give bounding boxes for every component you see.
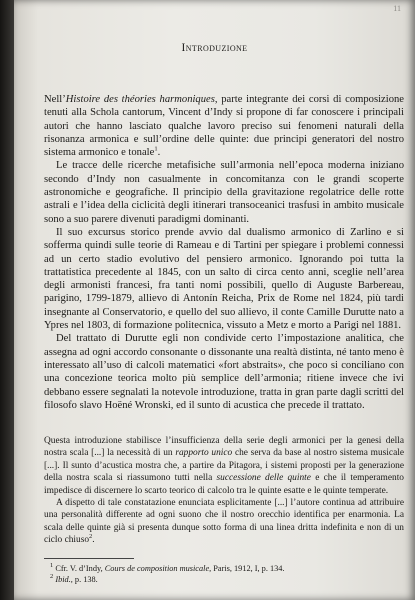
quote-paragraph-2	[44, 497, 404, 547]
footnote-number: 2	[50, 573, 54, 581]
quote-end: .	[92, 535, 95, 546]
quote-text-b: che serva da base al nostro sistema musicale [...]. Il sunto d’acustica mostra che, a partire da Pitagora, i sistemi proposti per la generazione della nostra scala si riassumono tutti nella	[44, 448, 404, 484]
footnote-number: 1	[50, 562, 54, 570]
book-title-italic: Histoire des théories harmoniques	[65, 94, 215, 105]
footnote-ref-1: 1	[154, 145, 158, 153]
paragraph-1-text: , parte integrante dei corsi di composizione tenuti alla Schola cantorum, Vincent d’Indy si propone di far conoscere i principali autori che hanno lasciato qualche lavoro preciso sui fenomeni naturali della risonanza armonica e sull’ordine delle quinte: due principi generatori del nostro sistema armonico e tonale	[44, 94, 404, 159]
footnote-text: , Paris, 1912, I, p. 134.	[209, 564, 285, 573]
paragraph-2: Le tracce delle ricerche metafisiche sull’armonia nell’epoca moderna iniziano secondo d’Indy non casualmente in concomitanza con le grandi scoperte astronomiche e geografiche. Il principio della gravitazione regolatrice delle rotte astrali e l’idea della ciclicità degli itinerari transoceanici trasfusi in ambito musicale sono a suo parere divenuti paradigmi dominanti.	[44, 160, 404, 225]
chapter-title: Introduzione	[181, 42, 248, 54]
footnotes	[44, 563, 404, 585]
block-quote	[44, 435, 404, 547]
book-page	[14, 0, 415, 600]
footnote-divider	[44, 558, 134, 559]
footnote-italic: Ibid.	[55, 575, 71, 584]
footnote-2	[44, 574, 404, 585]
page-binding-shadow	[0, 0, 14, 600]
quote-text-a: Questa introduzione stabilisce l’insufficienza della serie degli armonici per la genesi della nostra scala [...] la necessità di un	[44, 436, 404, 459]
footnote-italic: Cours de composition musicale	[104, 564, 210, 573]
footnote-ref-2: 2	[89, 533, 93, 541]
quote-text-c: e che il temperamento impedisce di discernere lo scarto teorico di calcolo tra le quinte esatte e le quinte temperate.	[44, 473, 404, 496]
quote-italic-2: successione delle quinte	[216, 473, 311, 484]
quote-paragraph-1	[44, 435, 404, 497]
main-text	[44, 93, 404, 412]
footnote-text: , p. 138.	[70, 575, 98, 584]
footnote-1	[44, 563, 404, 574]
paragraph-3: Il suo excursus storico prende avvio dal dualismo armonico di Zarlino e si sofferma quindi sulle teorie di Rameau e di Tartini per spiegare i problemi connessi ad un certo stadio evolutivo del pensiero armonico. Ignorando poi tutta la trattatistica precedente al 1845, con un salto di circa cento anni, sceglie nell’area degli armonisti francesi, fra tanti nomi possibili, quello di Auguste Barbereau, parigino, 1799-1879, allievo di Antonín Reicha, Prix de Rome nel 1824, più tardi insegnante al Conservatorio, e quello del suo allievo, il conte Camille Durutte nato a Ypres nel 1803, di formazione politecnica, vissuto a Metz e morto a Parigi nel 1881.	[44, 226, 404, 332]
paragraph-1-end: .	[157, 147, 161, 159]
quote-italic-1: rapporto unico	[175, 448, 233, 459]
quote-text-d: A dispetto di tale constatazione enunciata esplicitamente [...] l’autore continua ad attribuire una personalità differente ad ogni suono che il nostro orecchio identifica per enarmonia. La scala delle quinte già si presenta dunque sotto forma di una linea dritta indefinita e non di un ciclo chiuso	[44, 498, 404, 546]
paragraph-1	[44, 93, 404, 159]
paragraph-4: Del trattato di Durutte egli non condivide certo l’impostazione analitica, che assegna ad ogni accordo consonante o dissonante una realtà distinta, né tanto meno è interessato all’uso di calcoli matematici «fort abstraits», che poco si conciliano con una concezione teorica molto più semplice dell’armonia; ritiene invece che ivi debbano essere segnalati la notevole introduzione, tratta in gran parte dagli scritti del filosofo slavo Hoëné Wronski, ed il sunto di acustica che precede il trattato.	[44, 333, 404, 411]
paragraph-1-lead: Nell’	[44, 94, 66, 105]
footnote-text: Cfr. V. d’Indy,	[53, 564, 105, 573]
page-number: 11	[393, 4, 401, 13]
